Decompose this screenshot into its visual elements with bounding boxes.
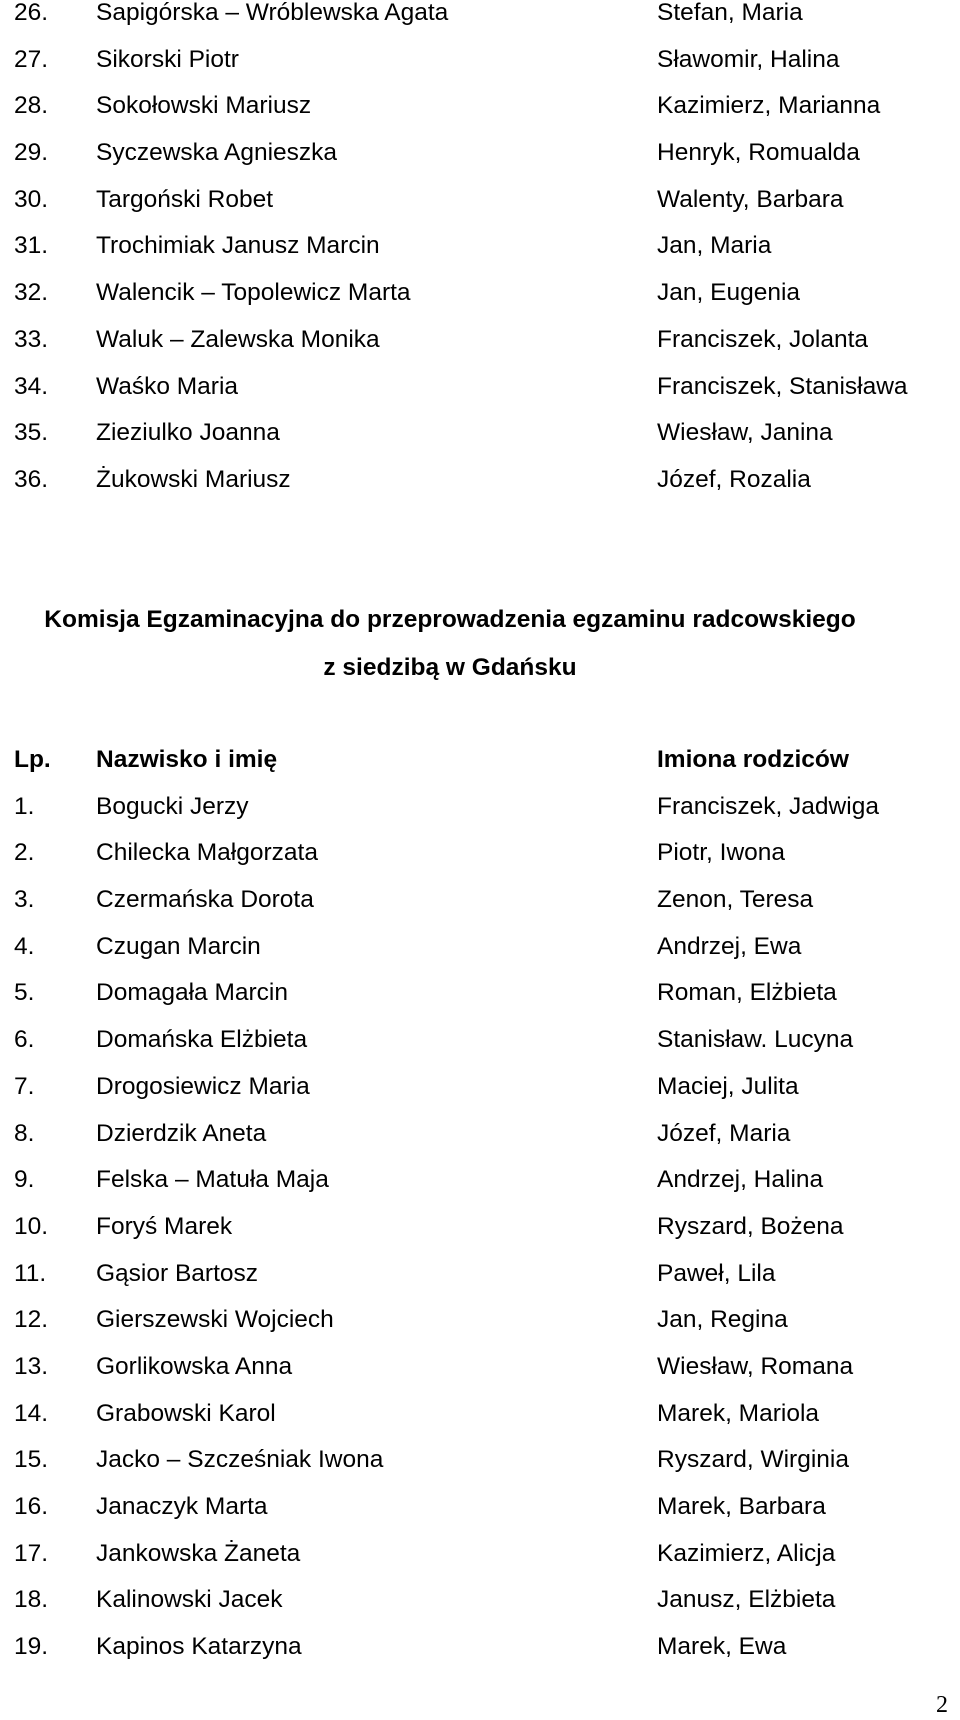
entry-name: Jankowska Żaneta <box>96 1539 301 1567</box>
entry-name: Trochimiak Janusz Marcin <box>96 232 380 260</box>
entry-parents: Kazimierz, Alicja <box>657 1539 836 1567</box>
list-item <box>0 1344 960 1391</box>
list-item <box>0 1531 960 1578</box>
entry-name: Domańska Elżbieta <box>96 1026 308 1054</box>
entry-name: Sapigórska – Wróblewska Agata <box>96 0 449 26</box>
entry-name: Foryś Marek <box>96 1212 233 1240</box>
entry-number: 32. <box>14 279 49 307</box>
entry-number: 19. <box>14 1633 49 1661</box>
candidate-list-continued <box>0 0 960 504</box>
entry-number: 3. <box>14 886 35 914</box>
list-item <box>0 1157 960 1204</box>
entry-number: 14. <box>14 1399 49 1427</box>
entry-parents: Stefan, Maria <box>657 0 803 26</box>
entry-parents: Franciszek, Jadwiga <box>657 792 879 820</box>
entry-name: Gąsior Bartosz <box>96 1259 259 1287</box>
entry-number: 8. <box>14 1119 35 1147</box>
entry-parents: Paweł, Lila <box>657 1259 776 1287</box>
entry-name: Felska – Matuła Maja <box>96 1166 329 1194</box>
entry-number: 17. <box>14 1539 49 1567</box>
list-item <box>0 1391 960 1438</box>
entry-name: Żukowski Mariusz <box>96 465 291 493</box>
list-item <box>0 223 960 270</box>
entry-name: Gorlikowska Anna <box>96 1352 293 1380</box>
entry-name: Syczewska Agnieszka <box>96 139 338 167</box>
entry-name: Kalinowski Jacek <box>96 1586 283 1614</box>
entry-number: 6. <box>14 1026 35 1054</box>
list-item <box>0 830 960 877</box>
entry-number: 34. <box>14 372 49 400</box>
entry-parents: Zenon, Teresa <box>657 886 814 914</box>
section-subheading: z siedzibą w Gdańsku <box>323 654 577 681</box>
entry-number: 7. <box>14 1072 35 1100</box>
entry-number: 15. <box>14 1446 49 1474</box>
entry-name: Sokołowski Mariusz <box>96 92 312 120</box>
entry-number: 18. <box>14 1586 49 1614</box>
entry-parents: Marek, Mariola <box>657 1399 820 1427</box>
entry-number: 12. <box>14 1306 49 1334</box>
entry-parents: Wiesław, Romana <box>657 1352 854 1380</box>
entry-name: Waluk – Zalewska Monika <box>96 325 380 353</box>
list-item <box>0 317 960 364</box>
entry-name: Sikorski Piotr <box>96 45 239 73</box>
entry-number: 36. <box>14 465 49 493</box>
entry-name: Czugan Marcin <box>96 932 261 960</box>
entry-parents: Stanisław. Lucyna <box>657 1026 854 1054</box>
entry-name: Walencik – Topolewicz Marta <box>96 279 411 307</box>
list-item <box>0 1064 960 1111</box>
entry-parents: Józef, Rozalia <box>657 465 811 493</box>
entry-number: 13. <box>14 1352 49 1380</box>
entry-parents: Jan, Regina <box>657 1306 788 1334</box>
list-item <box>0 270 960 317</box>
entry-parents: Roman, Elżbieta <box>657 979 837 1007</box>
entry-parents: Janusz, Elżbieta <box>657 1586 836 1614</box>
entry-number: 2. <box>14 839 35 867</box>
entry-number: 4. <box>14 932 35 960</box>
entry-name: Chilecka Małgorzata <box>96 839 318 867</box>
entry-parents: Jan, Eugenia <box>657 279 801 307</box>
entry-parents: Walenty, Barbara <box>657 185 844 213</box>
column-header-parents: Imiona rodziców <box>657 746 849 773</box>
entry-number: 30. <box>14 185 49 213</box>
entry-name: Czermańska Dorota <box>96 886 314 914</box>
list-item <box>0 130 960 177</box>
list-item <box>0 1437 960 1484</box>
entry-name: Gierszewski Wojciech <box>96 1306 334 1334</box>
list-item <box>0 1204 960 1251</box>
entry-name: Jacko – Szcześniak Iwona <box>96 1446 384 1474</box>
entry-parents: Jan, Maria <box>657 232 772 260</box>
entry-parents: Kazimierz, Marianna <box>657 92 881 120</box>
entry-name: Dzierdzik Aneta <box>96 1119 267 1147</box>
list-item <box>0 1017 960 1064</box>
section-heading: Komisja Egzaminacyjna do przeprowadzenia egzaminu radcowskiego <box>44 606 856 633</box>
entry-name: Grabowski Karol <box>96 1399 276 1427</box>
entry-number: 28. <box>14 92 49 120</box>
list-item <box>0 410 960 457</box>
entry-name: Waśko Maria <box>96 372 239 400</box>
entry-name: Janaczyk Marta <box>96 1493 268 1520</box>
entry-number: 27. <box>14 45 49 73</box>
entry-parents: Ryszard, Wirginia <box>657 1446 849 1474</box>
entry-number: 26. <box>14 0 49 26</box>
page-number: 2 <box>936 1692 948 1718</box>
list-item <box>0 1484 960 1531</box>
list-item <box>0 1111 960 1158</box>
entry-parents: Andrzej, Halina <box>657 1166 824 1194</box>
entry-number: 1. <box>14 792 35 820</box>
entry-parents: Maciej, Julita <box>657 1072 799 1100</box>
list-item <box>0 0 960 37</box>
entry-name: Kapinos Katarzyna <box>96 1633 302 1661</box>
entry-name: Domagała Marcin <box>96 979 288 1007</box>
entry-number: 29. <box>14 139 49 167</box>
entry-name: Bogucki Jerzy <box>96 792 249 820</box>
list-item <box>0 1577 960 1624</box>
column-header-number: Lp. <box>14 746 51 773</box>
entry-number: 31. <box>14 232 49 260</box>
list-item <box>0 83 960 130</box>
entry-parents: Piotr, Iwona <box>657 839 786 867</box>
list-item <box>0 364 960 411</box>
entry-parents: Józef, Maria <box>657 1119 791 1147</box>
list-item <box>0 784 960 831</box>
column-header-name: Nazwisko i imię <box>96 746 278 773</box>
entry-parents: Franciszek, Stanisława <box>657 372 908 400</box>
entry-parents: Marek, Ewa <box>657 1633 787 1661</box>
list-item <box>0 457 960 504</box>
entry-name: Zieziulko Joanna <box>96 419 280 447</box>
list-item <box>0 924 960 971</box>
entry-number: 11. <box>14 1259 47 1287</box>
entry-number: 10. <box>14 1212 49 1240</box>
entry-parents: Franciszek, Jolanta <box>657 325 869 353</box>
entry-number: 33. <box>14 325 49 353</box>
list-item <box>0 970 960 1017</box>
entry-name: Drogosiewicz Maria <box>96 1072 310 1100</box>
list-item <box>0 37 960 84</box>
entry-number: 5. <box>14 979 35 1007</box>
entry-parents: Henryk, Romualda <box>657 139 860 167</box>
table-header-row <box>0 737 960 784</box>
entry-number: 16. <box>14 1493 49 1520</box>
list-item <box>0 1297 960 1344</box>
list-item <box>0 177 960 224</box>
candidate-table <box>0 737 960 1671</box>
entry-number: 35. <box>14 419 49 447</box>
entry-parents: Sławomir, Halina <box>657 45 840 73</box>
entry-parents: Marek, Barbara <box>657 1493 826 1520</box>
list-item <box>0 1251 960 1298</box>
entry-name: Targoński Robet <box>96 185 274 213</box>
entry-parents: Ryszard, Bożena <box>657 1212 844 1240</box>
list-item <box>0 877 960 924</box>
entry-parents: Wiesław, Janina <box>657 419 833 447</box>
list-item <box>0 1624 960 1671</box>
entry-number: 9. <box>14 1166 35 1194</box>
entry-parents: Andrzej, Ewa <box>657 932 802 960</box>
